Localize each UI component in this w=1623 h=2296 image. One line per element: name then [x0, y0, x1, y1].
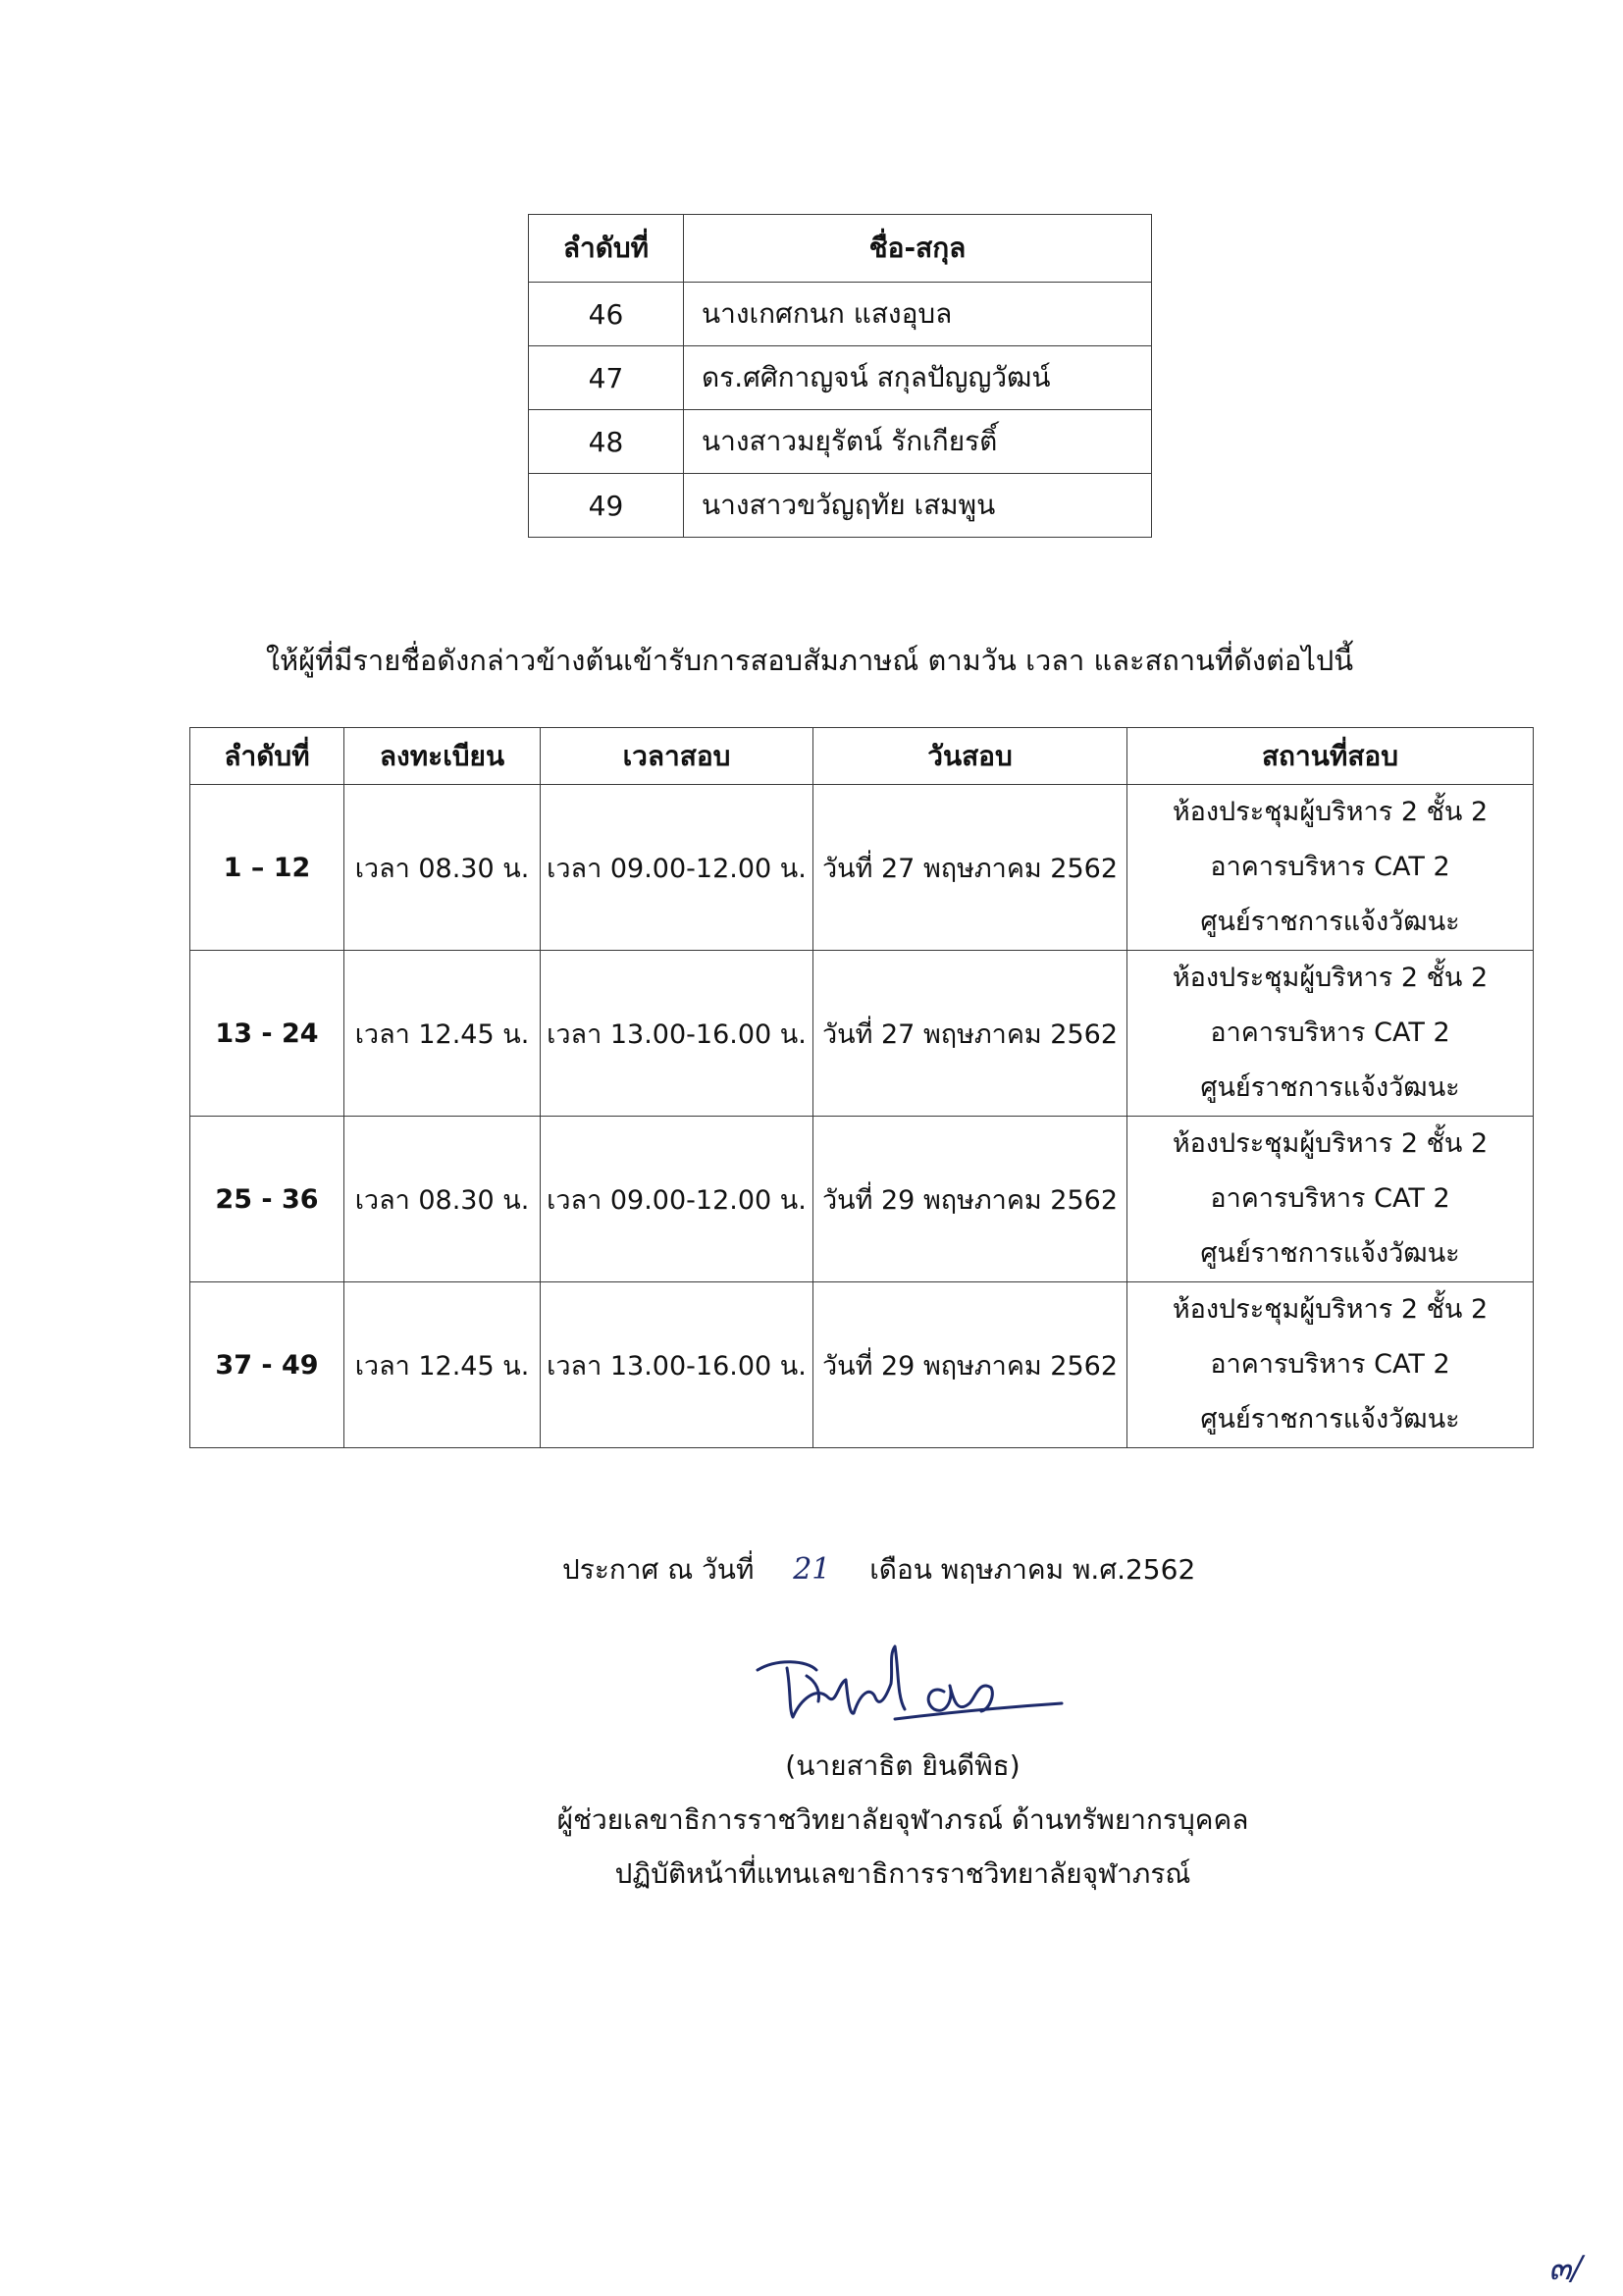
announcement-prefix: ประกาศ ณ วันที่ — [562, 1553, 755, 1586]
header-place: สถานที่สอบ — [1127, 728, 1534, 785]
row-name: นางสาวมยุรัตน์ รักเกียรติ์ — [684, 410, 1152, 474]
cell-date: วันที่ 29 พฤษภาคม 2562 — [813, 1117, 1127, 1282]
cell-place — [1127, 1282, 1534, 1448]
place-line: ห้องประชุมผู้บริหาร 2 ชั้น 2 — [1172, 1128, 1489, 1159]
header-register: ลงทะเบียน — [344, 728, 541, 785]
table-row — [529, 410, 1152, 474]
header-exam-time: เวลาสอบ — [541, 728, 813, 785]
cell-exam-time: เวลา 09.00-12.00 น. — [541, 1117, 813, 1282]
cell-date: วันที่ 27 พฤษภาคม 2562 — [813, 951, 1127, 1117]
page-mark: ๓/ — [1548, 2249, 1583, 2288]
cell-group: 1 – 12 — [190, 785, 344, 951]
cell-register: เวลา 12.45 น. — [344, 951, 541, 1117]
cell-group: 37 - 49 — [190, 1282, 344, 1448]
names-table — [528, 214, 1152, 538]
place-line: ศูนย์ราชการแจ้งวัฒนะ — [1200, 1072, 1460, 1103]
row-no: 49 — [529, 474, 684, 538]
table-row — [529, 346, 1152, 410]
cell-group: 25 - 36 — [190, 1117, 344, 1282]
signer-name: (นายสาธิต ยินดีพิธ) — [785, 1749, 1021, 1782]
intro-text: ให้ผู้ที่มีรายชื่อดังกล่าวข้างต้นเข้ารับการสอบสัมภาษณ์ ตามวัน เวลา และสถานที่ดังต่อไปนี้ — [265, 644, 1354, 677]
place-line: อาคารบริหาร CAT 2 — [1210, 1018, 1450, 1048]
header-group: ลำดับที่ — [190, 728, 344, 785]
table-row — [190, 1117, 1534, 1282]
cell-register: เวลา 08.30 น. — [344, 785, 541, 951]
cell-group: 13 - 24 — [190, 951, 344, 1117]
announcement-day: 21 — [793, 1552, 831, 1587]
signature-image — [748, 1641, 1072, 1748]
row-name: นางสาวขวัญฤทัย เสมพูน — [684, 474, 1152, 538]
table-row — [529, 474, 1152, 538]
cell-exam-time: เวลา 13.00-16.00 น. — [541, 1282, 813, 1448]
cell-register: เวลา 12.45 น. — [344, 1282, 541, 1448]
announcement-date — [562, 1548, 1195, 1592]
schedule-header-row — [190, 728, 1534, 785]
row-no: 48 — [529, 410, 684, 474]
row-name: นางเกศกนก แสงอุบล — [684, 283, 1152, 346]
cell-date: วันที่ 27 พฤษภาคม 2562 — [813, 785, 1127, 951]
row-no: 46 — [529, 283, 684, 346]
cell-exam-time: เวลา 09.00-12.00 น. — [541, 785, 813, 951]
cell-register: เวลา 08.30 น. — [344, 1117, 541, 1282]
row-name: ดร.ศศิกาญจน์ สกุลปัญญวัฒน์ — [684, 346, 1152, 410]
announcement-suffix: เดือน พฤษภาคม พ.ศ.2562 — [869, 1553, 1196, 1586]
cell-place — [1127, 1117, 1534, 1282]
signer-title: ผู้ช่วยเลขาธิการราชวิทยาลัยจุฬาภรณ์ ด้านทรัพยากรบุคคล — [556, 1803, 1249, 1836]
row-no: 47 — [529, 346, 684, 410]
place-line: ห้องประชุมผู้บริหาร 2 ชั้น 2 — [1172, 797, 1489, 827]
cell-date: วันที่ 29 พฤษภาคม 2562 — [813, 1282, 1127, 1448]
schedule-table — [189, 727, 1534, 1448]
place-line: ศูนย์ราชการแจ้งวัฒนะ — [1200, 1238, 1460, 1269]
cell-exam-time: เวลา 13.00-16.00 น. — [541, 951, 813, 1117]
cell-place — [1127, 951, 1534, 1117]
cell-place — [1127, 785, 1534, 951]
header-no: ลำดับที่ — [529, 215, 684, 283]
names-header-row — [529, 215, 1152, 283]
table-row — [529, 283, 1152, 346]
place-line: ศูนย์ราชการแจ้งวัฒนะ — [1200, 1404, 1460, 1435]
place-line: อาคารบริหาร CAT 2 — [1210, 1183, 1450, 1214]
place-line: อาคารบริหาร CAT 2 — [1210, 852, 1450, 882]
place-line: ห้องประชุมผู้บริหาร 2 ชั้น 2 — [1172, 1294, 1489, 1325]
signer-role: ปฏิบัติหน้าที่แทนเลขาธิการราชวิทยาลัยจุฬาภรณ์ — [614, 1857, 1191, 1890]
table-row — [190, 785, 1534, 951]
place-line: ศูนย์ราชการแจ้งวัฒนะ — [1200, 907, 1460, 937]
table-row — [190, 951, 1534, 1117]
place-line: อาคารบริหาร CAT 2 — [1210, 1349, 1450, 1380]
header-date: วันสอบ — [813, 728, 1127, 785]
header-name: ชื่อ-สกุล — [684, 215, 1152, 283]
table-row — [190, 1282, 1534, 1448]
place-line: ห้องประชุมผู้บริหาร 2 ชั้น 2 — [1172, 963, 1489, 993]
